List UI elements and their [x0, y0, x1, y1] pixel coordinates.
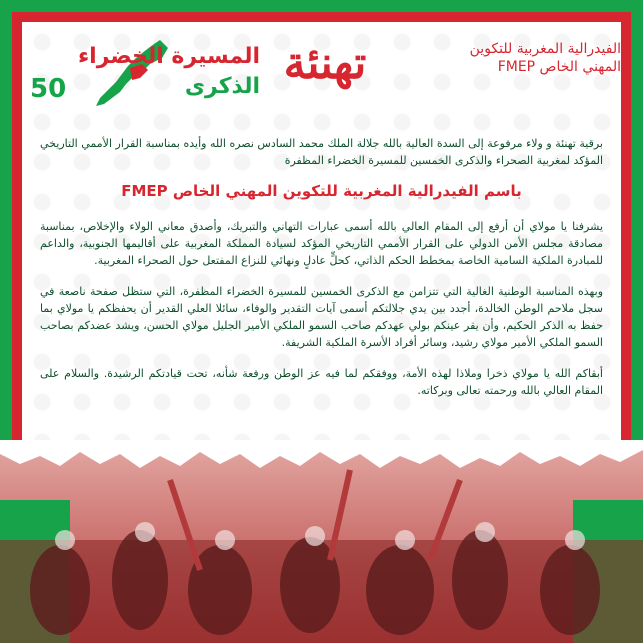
- frame-top-green: [0, 0, 643, 12]
- frame-right-red: [621, 12, 631, 460]
- org-name: الفيدرالية المغربية للتكوين المهني الخاص FMEP: [469, 41, 621, 75]
- letter-body: [40, 135, 603, 413]
- letter-subtitle: باسم الفيدرالية المغربية للتكوين المهني الخاص FMEP: [121, 182, 522, 200]
- intro-paragraph: برقية تهنئة و ولاء مرفوعة إلى السدة العالية بالله جلالة الملك محمد السادس نصره الله وأيده بمناسبة القرار الأممي التاريخي المؤكد لمغربية الصحراء والذكرى الخمسين للمسيرة الخضراء المظفرة: [40, 137, 603, 167]
- tahnia-calligraphy: [265, 32, 385, 112]
- frame-left-red: [12, 12, 22, 460]
- massira-dhikra: الذكرى: [184, 74, 260, 99]
- tahnia-text: تهنئة: [283, 38, 367, 89]
- frame-right-green: [631, 0, 643, 460]
- torn-paper-edge: [0, 440, 643, 480]
- massira-number: 50: [30, 74, 67, 104]
- frame-left-green: [0, 0, 12, 460]
- frame-top-red: [12, 12, 631, 22]
- paragraph-2: وبهذه المناسبة الوطنية الغالية التي تتزامن مع الذكرى الخمسين للمسيرة الخضراء المظفرة، التي ستظل صفحة ناصعة في سجل ملاحم الوطن الخالدة، أجدد بين يدي جلالتكم أسمى آيات التقدير والوفاء، سائلا العلي القدير أن يحفظكم يا مولاي بما حفظ به الذكر الحكيم، وأن يقر عينكم بولي عهدكم صاحب السمو الملكي الأمير الجليل مولاي الحسن، ويشد عضدكم بصاحب السمو الملكي الأمير مولاي رشيد، وسائر أفراد الأسرة الملكية الشريفة.: [40, 285, 603, 349]
- paragraph-3: أبقاكم الله يا مولاي ذخرا وملاذا لهذه الأمة، ووفقكم لما فيه عز الوطن ورفعة شأنه، تحت قيادتكم الرشيدة. والسلام على المقام العالي بالله ورحمته تعالى وبركاته.: [40, 367, 603, 397]
- massira-title: المسيرة الخضراء: [77, 44, 260, 69]
- green-march-logo: [30, 38, 260, 118]
- paragraph-1: يشرفنا يا مولاي أن أرفع إلى المقام العالي بالله أسمى عبارات التهاني والتبريك، وأصدق معاني الولاء والإخلاص، بمناسبة مصادقة مجلس الأمن الدولي على القرار الأممي التاريخي المؤكد لسيادة المملكة المغربية على أقاليمها الجنوبية، والداعم للمبادرة الملكية السامية الخاصة بمخطط الحكم الذاتي، كحلٍّ عادلٍ ونهائي للنزاع المفتعل حول الصحراء المغربية.: [40, 220, 603, 267]
